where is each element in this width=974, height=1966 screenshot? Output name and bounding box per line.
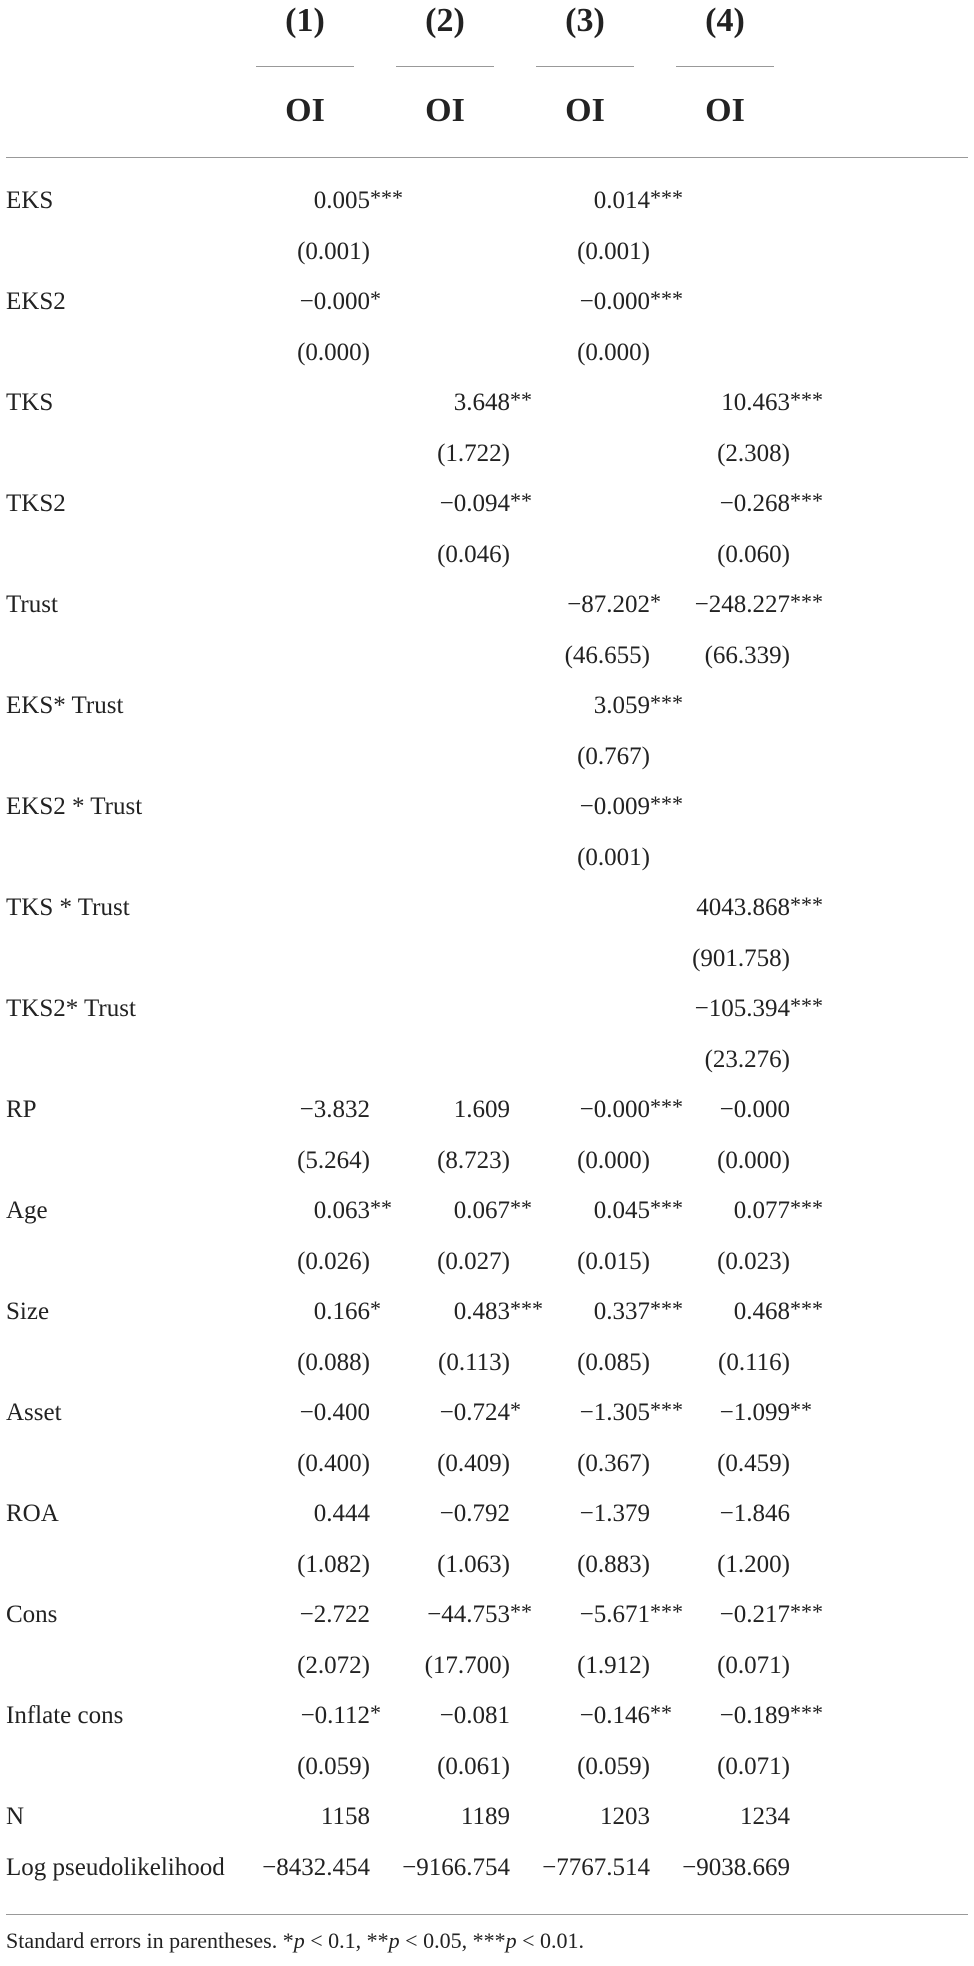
col-dep-var: OI	[285, 92, 325, 129]
row-label: Inflate cons	[6, 1702, 124, 1729]
cell-value: −0.081	[439, 1702, 510, 1729]
table-row	[0, 1136, 974, 1187]
significance-stars: ***	[650, 791, 683, 816]
footnote-stars: ***	[472, 1928, 506, 1953]
cell-value: (0.059)	[577, 1752, 650, 1780]
cell-value: −248.227	[694, 591, 790, 618]
cell-value: 3.059	[593, 692, 650, 719]
cell-value: (1.912)	[577, 1651, 650, 1679]
cell-value: 1203	[600, 1803, 650, 1830]
table-row	[0, 1035, 974, 1086]
significance-stars: ***	[790, 892, 823, 917]
cell-value: 1189	[460, 1803, 510, 1830]
table-cell	[678, 1338, 848, 1389]
cell-value: −9166.754	[402, 1853, 510, 1881]
cell-value: −0.000	[719, 1096, 790, 1123]
cell-value: −0.112	[300, 1702, 370, 1729]
row-label: EKS2 * Trust	[6, 793, 143, 820]
row-label: Asset	[6, 1399, 62, 1426]
significance-stars: ***	[650, 1296, 683, 1321]
table-cell	[678, 277, 848, 328]
cell-value: 0.067	[453, 1197, 510, 1224]
cell-value: (0.088)	[297, 1348, 370, 1376]
cell-value: (17.700)	[424, 1651, 510, 1679]
cell-value: (0.000)	[577, 338, 650, 366]
significance-stars: ***	[650, 1195, 683, 1220]
row-label: Size	[6, 1298, 50, 1325]
row-label: EKS* Trust	[6, 692, 124, 719]
col-dep-var: OI	[425, 92, 465, 129]
col-number: (1)	[285, 2, 325, 39]
cell-value: (0.000)	[297, 338, 370, 366]
table-row	[0, 479, 974, 530]
cell-value: (0.000)	[577, 1146, 650, 1174]
table-cell	[678, 631, 848, 682]
table-row	[0, 883, 974, 934]
table-row	[0, 1590, 974, 1641]
row-label: Trust	[6, 591, 58, 618]
cell-value: −2.722	[299, 1601, 370, 1628]
col-number: (4)	[705, 2, 745, 39]
table-row	[0, 934, 974, 985]
table-cell	[678, 1691, 848, 1742]
significance-stars: *	[370, 1296, 381, 1321]
significance-stars: ***	[790, 1700, 823, 1725]
cell-value: 0.444	[313, 1500, 370, 1527]
table-cell	[678, 1489, 848, 1540]
cell-value: −1.305	[579, 1399, 650, 1426]
cell-value: −0.268	[719, 490, 790, 517]
table-row	[0, 277, 974, 328]
significance-stars: ***	[510, 1296, 543, 1321]
table-row	[0, 681, 974, 732]
cell-value: −0.000	[579, 288, 650, 315]
footnote-stars: **	[366, 1928, 389, 1953]
table-row	[0, 530, 974, 581]
cell-value: 0.077	[733, 1197, 790, 1224]
table-cell	[678, 681, 848, 732]
cell-value: (1.200)	[717, 1550, 790, 1578]
row-label: Log pseudolikelihood	[6, 1853, 225, 1881]
cell-value: −0.189	[719, 1702, 790, 1729]
footnote-prefix: Standard errors in parentheses.	[6, 1928, 283, 1953]
column-underline	[396, 66, 494, 67]
significance-stars: ***	[790, 1296, 823, 1321]
cell-value: (0.059)	[297, 1752, 370, 1780]
significance-stars: ***	[790, 387, 823, 412]
significance-stars: **	[650, 1700, 672, 1725]
table-cell	[678, 782, 848, 833]
cell-value: (0.001)	[297, 237, 370, 265]
cell-value: (2.308)	[717, 439, 790, 467]
significance-stars: ***	[790, 993, 823, 1018]
row-label: Age	[6, 1197, 48, 1224]
cell-value: −3.832	[299, 1096, 370, 1123]
row-label: TKS * Trust	[6, 894, 130, 921]
col-dep-var: OI	[705, 92, 745, 129]
cell-value: (0.367)	[577, 1449, 650, 1477]
significance-stars: ***	[790, 1195, 823, 1220]
table-row	[0, 1742, 974, 1793]
row-label: RP	[6, 1096, 37, 1123]
cell-value: −0.217	[719, 1601, 790, 1628]
cell-value: (0.071)	[717, 1752, 790, 1780]
cell-value: (0.400)	[297, 1449, 370, 1477]
table-cell	[678, 1843, 848, 1894]
table-cell	[678, 984, 848, 1035]
column-underline	[676, 66, 774, 67]
table-cell	[678, 1035, 848, 1086]
cell-value: 4043.868	[696, 894, 790, 921]
table-body	[0, 176, 974, 1893]
table-row	[0, 1540, 974, 1591]
table-cell	[678, 378, 848, 429]
cell-value: −0.792	[439, 1500, 510, 1527]
row-label: EKS	[6, 187, 54, 214]
cell-value: (5.264)	[297, 1146, 370, 1174]
cell-value: 0.005	[313, 187, 370, 214]
cell-value: (0.409)	[437, 1449, 510, 1477]
row-label: TKS2	[6, 490, 66, 517]
cell-value: −1.099	[719, 1399, 790, 1426]
significance-stars: *	[510, 1397, 521, 1422]
table-row	[0, 429, 974, 480]
cell-value: −44.753	[427, 1601, 510, 1628]
cell-value: 10.463	[721, 389, 790, 416]
significance-stars: ***	[650, 690, 683, 715]
table-cell	[678, 934, 848, 985]
cell-value: (0.085)	[577, 1348, 650, 1376]
table-cell	[678, 479, 848, 530]
table-row	[0, 1691, 974, 1742]
cell-value: (8.723)	[437, 1146, 510, 1174]
col-number: (2)	[425, 2, 465, 39]
table-cell	[678, 227, 848, 278]
table-cell	[678, 328, 848, 379]
footnote-stars: *	[282, 1928, 294, 1953]
cell-value: (0.027)	[437, 1247, 510, 1275]
cell-value: (0.061)	[437, 1752, 510, 1780]
row-label: N	[6, 1803, 25, 1830]
cell-value: (66.339)	[704, 641, 790, 669]
table-row	[0, 1641, 974, 1692]
cell-value: 0.337	[593, 1298, 650, 1325]
cell-value: 3.648	[453, 389, 510, 416]
footnote-p: p	[388, 1928, 400, 1953]
footnote-threshold: < 0.01.	[516, 1928, 585, 1953]
cell-value: −105.394	[694, 995, 790, 1022]
cell-value: 1.609	[453, 1096, 510, 1123]
table-footnote	[6, 1928, 584, 1954]
row-label: TKS2* Trust	[6, 995, 136, 1022]
cell-value: 0.468	[733, 1298, 790, 1325]
significance-stars: **	[510, 387, 532, 412]
cell-value: −8432.454	[262, 1853, 370, 1881]
table-row	[0, 1388, 974, 1439]
table-row	[0, 1338, 974, 1389]
cell-value: (0.459)	[717, 1449, 790, 1477]
table-cell	[678, 1792, 848, 1843]
cell-value: (0.000)	[717, 1146, 790, 1174]
significance-stars: ***	[790, 488, 823, 513]
significance-stars: **	[370, 1195, 392, 1220]
column-underline	[536, 66, 634, 67]
table-row	[0, 1489, 974, 1540]
table-cell	[678, 1287, 848, 1338]
cell-value: (23.276)	[704, 1045, 790, 1073]
col-dep-var: OI	[565, 92, 605, 129]
footnote-threshold: < 0.1,	[304, 1928, 367, 1953]
cell-value: −0.146	[579, 1702, 650, 1729]
cell-value: (901.758)	[692, 944, 790, 972]
significance-stars: ***	[650, 1094, 683, 1119]
cell-value: (0.116)	[718, 1348, 790, 1376]
row-label: ROA	[6, 1500, 59, 1527]
cell-value: 0.483	[453, 1298, 510, 1325]
table-cell	[678, 1085, 848, 1136]
row-label: TKS	[6, 389, 54, 416]
table-cell	[678, 1641, 848, 1692]
cell-value: 0.014	[593, 187, 650, 214]
cell-value: (0.046)	[437, 540, 510, 568]
table-row	[0, 732, 974, 783]
significance-stars: **	[510, 1195, 532, 1220]
cell-value: (1.082)	[297, 1550, 370, 1578]
significance-stars: ***	[370, 185, 403, 210]
cell-value: (0.767)	[577, 742, 650, 770]
significance-stars: ***	[650, 286, 683, 311]
table-cell	[678, 833, 848, 884]
significance-stars: ***	[650, 1599, 683, 1624]
cell-value: (0.026)	[297, 1247, 370, 1275]
significance-stars: *	[370, 1700, 381, 1725]
table-header	[0, 0, 974, 160]
cell-value: −0.094	[439, 490, 510, 517]
cell-value: (0.015)	[577, 1247, 650, 1275]
cell-value: −7767.514	[542, 1853, 650, 1881]
table-cell	[678, 1136, 848, 1187]
significance-stars: *	[650, 589, 661, 614]
table-row	[0, 1287, 974, 1338]
table-row	[0, 378, 974, 429]
row-label: EKS2	[6, 288, 66, 315]
cell-value: 1158	[320, 1803, 370, 1830]
footnote-p: p	[293, 1928, 305, 1953]
table-row	[0, 782, 974, 833]
table-cell	[678, 1388, 848, 1439]
cell-value: −87.202	[567, 591, 650, 618]
cell-value: (0.113)	[438, 1348, 510, 1376]
cell-value: (0.023)	[717, 1247, 790, 1275]
table-cell	[678, 1237, 848, 1288]
table-row	[0, 1843, 974, 1894]
table-row	[0, 1237, 974, 1288]
table-row	[0, 227, 974, 278]
table-cell	[678, 1186, 848, 1237]
table-row	[0, 631, 974, 682]
table-row	[0, 1186, 974, 1237]
col-number: (3)	[565, 2, 605, 39]
footnote-threshold: < 0.05,	[399, 1928, 473, 1953]
significance-stars: ***	[790, 1599, 823, 1624]
table-cell	[678, 883, 848, 934]
row-label: Cons	[6, 1601, 58, 1628]
header-rule	[6, 157, 968, 158]
cell-value: 0.166	[313, 1298, 370, 1325]
cell-value: (1.063)	[437, 1550, 510, 1578]
cell-value: (2.072)	[297, 1651, 370, 1679]
table-cell	[678, 1742, 848, 1793]
cell-value: −5.671	[579, 1601, 650, 1628]
cell-value: (0.001)	[577, 843, 650, 871]
cell-value: −0.000	[299, 288, 370, 315]
cell-value: (0.001)	[577, 237, 650, 265]
significance-stars: ***	[790, 589, 823, 614]
cell-value: (1.722)	[437, 439, 510, 467]
table-cell	[678, 732, 848, 783]
table-cell	[678, 1439, 848, 1490]
footnote-p: p	[505, 1928, 517, 1953]
table-row	[0, 1439, 974, 1490]
significance-stars: **	[510, 488, 532, 513]
cell-value: −9038.669	[682, 1853, 790, 1881]
table-row	[0, 176, 974, 227]
table-row	[0, 1792, 974, 1843]
cell-value: −1.846	[719, 1500, 790, 1527]
bottom-rule	[6, 1914, 968, 1915]
table-row	[0, 984, 974, 1035]
table-row	[0, 580, 974, 631]
column-underline	[256, 66, 354, 67]
table-cell	[678, 530, 848, 581]
cell-value: (46.655)	[564, 641, 650, 669]
cell-value: (0.883)	[577, 1550, 650, 1578]
significance-stars: ***	[650, 1397, 683, 1422]
cell-value: 0.063	[313, 1197, 370, 1224]
cell-value: −1.379	[579, 1500, 650, 1527]
table-row	[0, 1085, 974, 1136]
cell-value: (0.060)	[717, 540, 790, 568]
table-row	[0, 833, 974, 884]
table-cell	[678, 429, 848, 480]
table-row	[0, 328, 974, 379]
cell-value: −0.724	[439, 1399, 510, 1426]
table-cell	[678, 176, 848, 227]
significance-stars: *	[370, 286, 381, 311]
cell-value: −0.009	[579, 793, 650, 820]
significance-stars: **	[790, 1397, 812, 1422]
significance-stars: ***	[650, 185, 683, 210]
cell-value: −0.400	[299, 1399, 370, 1426]
table-cell	[678, 1590, 848, 1641]
cell-value: (0.071)	[717, 1651, 790, 1679]
table-cell	[678, 1540, 848, 1591]
cell-value: 0.045	[593, 1197, 650, 1224]
significance-stars: **	[510, 1599, 532, 1624]
cell-value: −0.000	[579, 1096, 650, 1123]
table-cell	[678, 580, 848, 631]
cell-value: 1234	[740, 1803, 790, 1830]
